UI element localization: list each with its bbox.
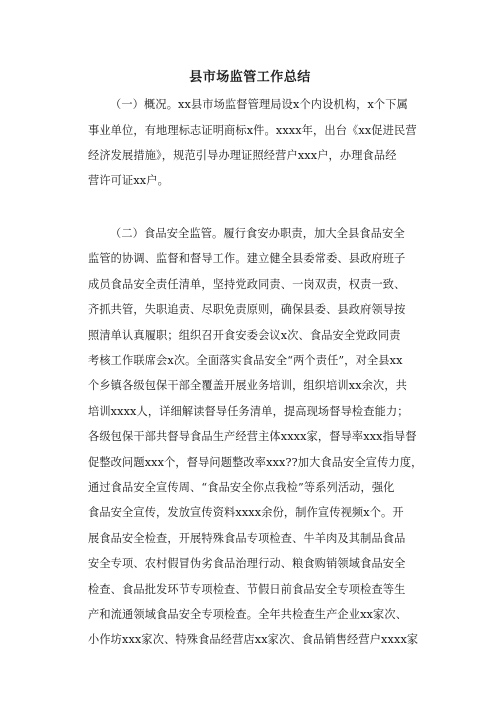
body-line: 照清单认真履职；组织召开食安委会议x次、食品安全党政同责 <box>88 329 401 342</box>
body-line: 安全专项、农村假冒伪劣食品治理行动、粮食购销领域食品安全 <box>88 557 406 570</box>
body-line: 小作坊xxx家次、特殊食品经营店xx家次、食品销售经营户xxxx家 <box>88 633 419 646</box>
body-line: 各级包保干部共督导食品生产经营主体xxxx家，督导率xxx指导督 <box>88 430 417 443</box>
body-line: 营许可证xx户。 <box>88 174 169 187</box>
body-line: 促整改问题xxx个，督导问题整改率xxx??加大食品安全宣传力度， <box>88 456 423 469</box>
body-line: 监管的协调、监督和督导工作。建立健全县委常委、县政府班子 <box>88 252 406 265</box>
body-line: 检查、食品批发环节专项检查、节假日前食品安全专项检查等生 <box>88 583 406 596</box>
body-line: 事业单位，有地理标志证明商标x件。xxxx年，出台《xx促进民营 <box>88 124 417 137</box>
body-line: 食品安全宣传，发放宣传资料xxxx余份，制作宣传视频x个。开 <box>88 506 404 519</box>
document-title: 县市场监管工作总结 <box>189 70 311 85</box>
body-line: （一）概况。xx县市场监督管理局设x个内设机构，x个下属 <box>110 98 408 111</box>
body-line: 齐抓共管，失职追责、尽职免责原则，确保县委、县政府领导按 <box>88 303 406 316</box>
body-line: 经济发展措施》，规范引导办理证照经营户xxx户，办理食品经 <box>88 149 397 162</box>
body-line: 个乡镇各级包保干部全覆盖开展业务培训，组织培训xx余次，共 <box>88 379 408 392</box>
body-line: 培训xxxx人，详细解读督导任务清单，提高现场督导检查能力； <box>88 405 409 418</box>
body-line: 成员食品安全责任清单，坚持党政同责、一岗双责，权责一致、 <box>88 278 406 291</box>
body-line: 展食品安全检查，开展特殊食品专项检查、牛羊肉及其制品食品 <box>88 532 406 545</box>
body-line: 考核工作联席会x次。全面落实食品安全“两个责任”，对全县xx <box>88 354 403 367</box>
body-line: （二）食品安全监管。履行食安办职责，加大全县食品安全 <box>110 227 405 240</box>
body-line: 产和流通领域食品安全专项检查。全年共检查生产企业xx家次、 <box>88 608 408 621</box>
body-line: 通过食品安全宣传周、“食品安全你点我检”等系列活动，强化 <box>88 481 395 494</box>
